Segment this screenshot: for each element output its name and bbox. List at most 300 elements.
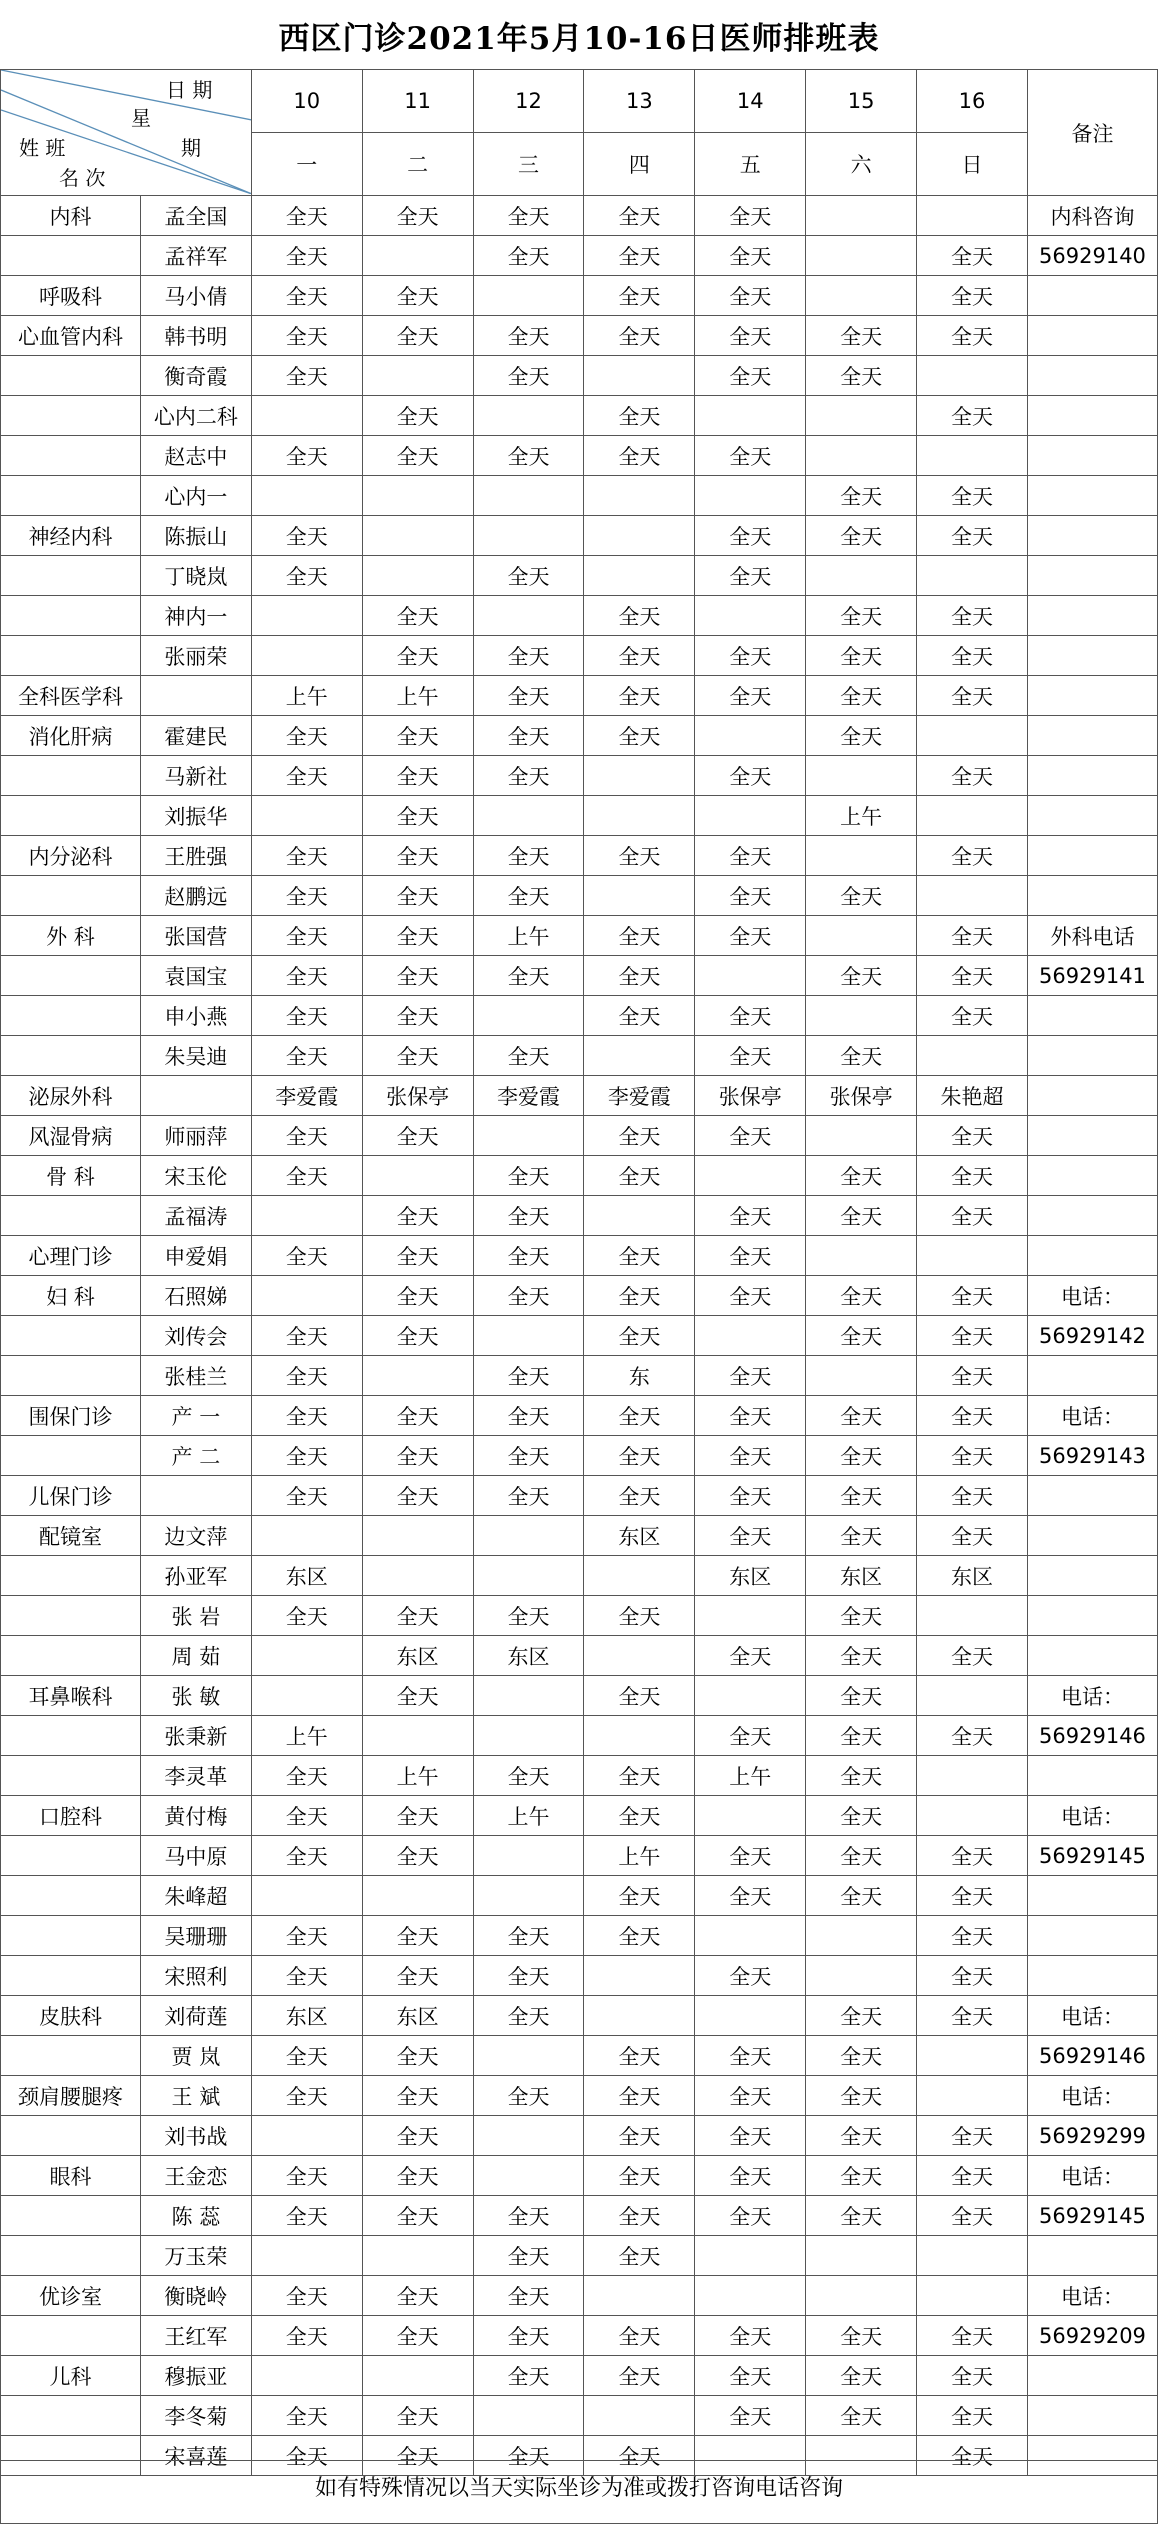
schedule-cell <box>362 1356 473 1396</box>
department-cell: 口腔科 <box>1 1796 141 1836</box>
schedule-cell: 全天 <box>806 2356 917 2396</box>
schedule-cell <box>251 2236 362 2276</box>
remark-cell: 56929143 <box>1027 1436 1157 1476</box>
remark-cell <box>1027 1756 1157 1796</box>
schedule-cell: 全天 <box>251 1756 362 1796</box>
schedule-cell: 全天 <box>473 1436 584 1476</box>
remark-cell: 56929146 <box>1027 2036 1157 2076</box>
schedule-cell: 全天 <box>251 756 362 796</box>
remark-cell: 电话： <box>1027 1276 1157 1316</box>
table-row <box>1 1236 1158 1276</box>
schedule-cell: 全天 <box>584 636 695 676</box>
schedule-cell: 全天 <box>473 756 584 796</box>
schedule-cell: 全天 <box>473 436 584 476</box>
schedule-cell: 全天 <box>251 236 362 276</box>
schedule-cell: 全天 <box>473 356 584 396</box>
department-cell <box>1 876 141 916</box>
doctor-name-cell: 产 二 <box>140 1436 251 1476</box>
schedule-cell <box>584 2396 695 2436</box>
schedule-cell: 全天 <box>917 2316 1028 2356</box>
schedule-cell: 全天 <box>584 716 695 756</box>
remark-cell <box>1027 2236 1157 2276</box>
doctor-name-cell: 马中原 <box>140 1836 251 1876</box>
schedule-cell: 全天 <box>251 2396 362 2436</box>
schedule-cell: 全天 <box>917 316 1028 356</box>
schedule-cell <box>806 556 917 596</box>
schedule-cell <box>806 196 917 236</box>
remark-cell <box>1027 1036 1157 1076</box>
remark-cell <box>1027 2396 1157 2436</box>
remark-cell <box>1027 756 1157 796</box>
schedule-cell: 全天 <box>917 1916 1028 1956</box>
department-cell: 内分泌科 <box>1 836 141 876</box>
doctor-name-cell: 赵鹏远 <box>140 876 251 916</box>
doctor-name-cell: 霍建民 <box>140 716 251 756</box>
schedule-cell: 全天 <box>695 1276 806 1316</box>
schedule-cell: 张保亭 <box>806 1076 917 1116</box>
schedule-cell: 全天 <box>473 716 584 756</box>
remark-cell <box>1027 2356 1157 2396</box>
header-weekday-1: 二 <box>362 133 473 196</box>
doctor-name-cell: 心内二科 <box>140 396 251 436</box>
schedule-cell: 全天 <box>362 956 473 996</box>
schedule-cell: 全天 <box>584 1756 695 1796</box>
table-row <box>1 836 1158 876</box>
schedule-cell <box>806 2276 917 2316</box>
schedule-cell: 全天 <box>584 1236 695 1276</box>
schedule-cell: 全天 <box>473 1236 584 1276</box>
remark-cell <box>1027 1196 1157 1236</box>
doctor-name-cell: 宋玉伦 <box>140 1156 251 1196</box>
doctor-name-cell: 孙亚军 <box>140 1556 251 1596</box>
remark-cell: 56929299 <box>1027 2116 1157 2156</box>
table-row <box>1 2356 1158 2396</box>
schedule-cell <box>473 996 584 1036</box>
schedule-cell: 上午 <box>695 1756 806 1796</box>
doctor-name-cell: 张丽荣 <box>140 636 251 676</box>
schedule-cell: 全天 <box>695 636 806 676</box>
remark-cell <box>1027 396 1157 436</box>
schedule-cell: 全天 <box>251 1156 362 1196</box>
schedule-cell: 全天 <box>473 2196 584 2236</box>
schedule-cell: 全天 <box>251 556 362 596</box>
schedule-cell <box>917 2036 1028 2076</box>
department-cell <box>1 1956 141 1996</box>
department-cell <box>1 996 141 1036</box>
department-cell: 心血管内科 <box>1 316 141 356</box>
schedule-cell: 全天 <box>584 2316 695 2356</box>
schedule-cell: 全天 <box>917 2396 1028 2436</box>
schedule-cell: 上午 <box>473 1796 584 1836</box>
department-cell <box>1 2036 141 2076</box>
schedule-cell: 全天 <box>584 996 695 1036</box>
remark-cell <box>1027 876 1157 916</box>
schedule-cell: 全天 <box>362 1596 473 1636</box>
remark-cell <box>1027 436 1157 476</box>
schedule-cell: 全天 <box>806 1596 917 1636</box>
schedule-cell: 全天 <box>584 1116 695 1156</box>
schedule-cell: 全天 <box>806 1036 917 1076</box>
schedule-cell: 全天 <box>695 1716 806 1756</box>
schedule-cell <box>362 1156 473 1196</box>
schedule-cell: 全天 <box>473 236 584 276</box>
schedule-cell <box>584 876 695 916</box>
remark-cell <box>1027 1556 1157 1596</box>
schedule-cell: 全天 <box>917 1276 1028 1316</box>
schedule-cell: 全天 <box>917 1356 1028 1396</box>
schedule-cell <box>473 2156 584 2196</box>
department-cell: 泌尿外科 <box>1 1076 141 1116</box>
doctor-name-cell: 张桂兰 <box>140 1356 251 1396</box>
schedule-cell: 全天 <box>362 1956 473 1996</box>
schedule-cell: 全天 <box>806 2196 917 2236</box>
footer-note: 如有特殊情况以当天实际坐诊为准或拨打咨询电话咨询 <box>0 2460 1158 2511</box>
schedule-cell: 全天 <box>584 2156 695 2196</box>
department-cell <box>1 2236 141 2276</box>
header-row-dates <box>1 70 1158 133</box>
schedule-cell: 全天 <box>695 2116 806 2156</box>
schedule-cell: 全天 <box>584 1156 695 1196</box>
table-row <box>1 1996 1158 2036</box>
doctor-name-cell: 周 茹 <box>140 1636 251 1676</box>
doctor-name-cell: 陈振山 <box>140 516 251 556</box>
schedule-cell: 全天 <box>362 1276 473 1316</box>
schedule-cell: 全天 <box>695 2036 806 2076</box>
schedule-cell: 全天 <box>806 1836 917 1876</box>
schedule-cell: 全天 <box>584 1796 695 1836</box>
remark-cell <box>1027 836 1157 876</box>
schedule-cell: 全天 <box>695 356 806 396</box>
table-row <box>1 1916 1158 1956</box>
schedule-cell: 全天 <box>251 2156 362 2196</box>
schedule-cell: 全天 <box>917 2156 1028 2196</box>
schedule-cell: 全天 <box>695 2156 806 2196</box>
schedule-cell: 全天 <box>806 1316 917 1356</box>
schedule-cell: 全天 <box>917 2356 1028 2396</box>
schedule-cell: 全天 <box>806 2116 917 2156</box>
schedule-cell: 全天 <box>695 316 806 356</box>
schedule-cell: 全天 <box>584 2196 695 2236</box>
table-row <box>1 1596 1158 1636</box>
remark-cell <box>1027 1116 1157 1156</box>
remark-cell <box>1027 476 1157 516</box>
department-cell <box>1 2116 141 2156</box>
schedule-cell: 全天 <box>473 2316 584 2356</box>
department-cell <box>1 596 141 636</box>
doctor-name-cell: 申爱娟 <box>140 1236 251 1276</box>
schedule-cell: 全天 <box>806 1516 917 1556</box>
schedule-cell: 全天 <box>695 836 806 876</box>
schedule-cell <box>806 756 917 796</box>
schedule-cell: 全天 <box>362 2156 473 2196</box>
schedule-cell: 全天 <box>806 636 917 676</box>
remark-cell: 外科电话 <box>1027 916 1157 956</box>
schedule-cell: 全天 <box>251 1596 362 1636</box>
table-row <box>1 2196 1158 2236</box>
schedule-cell <box>362 2236 473 2276</box>
schedule-cell: 全天 <box>251 516 362 556</box>
schedule-cell: 全天 <box>806 1436 917 1476</box>
table-row <box>1 556 1158 596</box>
department-cell <box>1 1196 141 1236</box>
schedule-cell: 全天 <box>806 1156 917 1196</box>
schedule-cell: 全天 <box>695 1476 806 1516</box>
schedule-cell: 全天 <box>806 1796 917 1836</box>
table-row <box>1 1796 1158 1836</box>
schedule-cell <box>473 2036 584 2076</box>
schedule-cell: 全天 <box>251 2076 362 2116</box>
remark-cell: 电话： <box>1027 2156 1157 2196</box>
remark-cell: 电话： <box>1027 1796 1157 1836</box>
table-row <box>1 1876 1158 1916</box>
schedule-cell: 全天 <box>251 1356 362 1396</box>
schedule-cell <box>917 1036 1028 1076</box>
schedule-cell <box>251 1636 362 1676</box>
schedule-cell: 全天 <box>806 1196 917 1236</box>
schedule-cell <box>917 2236 1028 2276</box>
schedule-cell: 全天 <box>362 836 473 876</box>
schedule-cell: 全天 <box>584 196 695 236</box>
schedule-cell: 全天 <box>362 1116 473 1156</box>
diagonal-header-cell <box>1 70 252 196</box>
table-row <box>1 1756 1158 1796</box>
schedule-cell <box>806 1236 917 1276</box>
schedule-cell <box>584 756 695 796</box>
department-cell: 全科医学科 <box>1 676 141 716</box>
schedule-cell: 全天 <box>695 516 806 556</box>
doctor-name-cell: 张国营 <box>140 916 251 956</box>
schedule-cell: 李爱霞 <box>251 1076 362 1116</box>
table-row <box>1 1476 1158 1516</box>
doctor-name-cell: 孟福涛 <box>140 1196 251 1236</box>
schedule-cell: 全天 <box>251 1316 362 1356</box>
schedule-cell: 全天 <box>917 756 1028 796</box>
schedule-cell: 全天 <box>917 996 1028 1036</box>
table-row <box>1 1636 1158 1676</box>
schedule-cell: 全天 <box>251 956 362 996</box>
schedule-cell <box>917 2076 1028 2116</box>
schedule-cell: 全天 <box>473 1996 584 2036</box>
department-cell: 颈肩腰腿疼 <box>1 2076 141 2116</box>
schedule-cell <box>584 476 695 516</box>
schedule-cell: 全天 <box>695 276 806 316</box>
header-date-5: 15 <box>806 70 917 133</box>
remark-cell <box>1027 1876 1157 1916</box>
doctor-name-cell: 刘荷莲 <box>140 1996 251 2036</box>
schedule-cell: 全天 <box>806 1396 917 1436</box>
doctor-name-cell: 刘书战 <box>140 2116 251 2156</box>
schedule-cell: 全天 <box>584 1436 695 1476</box>
schedule-cell: 张保亭 <box>695 1076 806 1116</box>
table-row <box>1 1516 1158 1556</box>
schedule-cell: 全天 <box>806 1756 917 1796</box>
schedule-cell <box>806 236 917 276</box>
table-row <box>1 1036 1158 1076</box>
doctor-name-cell: 张 敏 <box>140 1676 251 1716</box>
schedule-cell: 全天 <box>695 2356 806 2396</box>
schedule-cell: 全天 <box>695 556 806 596</box>
schedule-cell: 全天 <box>584 1916 695 1956</box>
department-cell: 耳鼻喉科 <box>1 1676 141 1716</box>
department-cell <box>1 436 141 476</box>
table-row <box>1 1196 1158 1236</box>
table-row <box>1 1556 1158 1596</box>
schedule-cell: 全天 <box>695 916 806 956</box>
schedule-cell <box>473 1716 584 1756</box>
schedule-cell <box>695 1916 806 1956</box>
remark-cell <box>1027 316 1157 356</box>
schedule-cell: 全天 <box>917 1196 1028 1236</box>
schedule-cell <box>806 1916 917 1956</box>
schedule-cell <box>473 1556 584 1596</box>
schedule-cell: 全天 <box>362 1396 473 1436</box>
schedule-cell <box>584 556 695 596</box>
schedule-cell: 全天 <box>251 316 362 356</box>
schedule-cell: 全天 <box>473 1196 584 1236</box>
schedule-cell: 全天 <box>584 1676 695 1716</box>
table-row <box>1 2076 1158 2116</box>
schedule-cell: 全天 <box>917 1996 1028 2036</box>
department-cell <box>1 1356 141 1396</box>
schedule-cell: 全天 <box>362 1476 473 1516</box>
header-weekday-5: 六 <box>806 133 917 196</box>
schedule-cell: 东区 <box>917 1556 1028 1596</box>
schedule-cell: 全天 <box>362 1796 473 1836</box>
schedule-cell: 全天 <box>251 1796 362 1836</box>
table-row <box>1 1396 1158 1436</box>
table-row <box>1 2156 1158 2196</box>
schedule-cell: 全天 <box>473 1396 584 1436</box>
schedule-cell: 全天 <box>806 1996 917 2036</box>
schedule-cell: 全天 <box>473 956 584 996</box>
schedule-cell <box>584 1956 695 1996</box>
department-cell: 围保门诊 <box>1 1396 141 1436</box>
department-cell <box>1 636 141 676</box>
schedule-cell: 全天 <box>251 1916 362 1956</box>
schedule-cell: 全天 <box>917 1636 1028 1676</box>
schedule-cell: 全天 <box>251 276 362 316</box>
remark-cell: 56929141 <box>1027 956 1157 996</box>
schedule-cell: 上午 <box>251 676 362 716</box>
department-cell <box>1 396 141 436</box>
department-cell: 外 科 <box>1 916 141 956</box>
schedule-cell: 东区 <box>251 1996 362 2036</box>
table-row <box>1 716 1158 756</box>
schedule-cell: 全天 <box>362 996 473 1036</box>
schedule-cell: 全天 <box>584 956 695 996</box>
remark-cell <box>1027 556 1157 596</box>
schedule-cell: 全天 <box>695 1876 806 1916</box>
remark-cell <box>1027 676 1157 716</box>
remark-cell <box>1027 796 1157 836</box>
schedule-cell: 全天 <box>917 1876 1028 1916</box>
schedule-cell: 全天 <box>917 916 1028 956</box>
schedule-cell <box>473 2396 584 2436</box>
schedule-cell: 全天 <box>251 1036 362 1076</box>
department-cell <box>1 1036 141 1076</box>
page-title: 西区门诊2021年5月10-16日医师排班表 <box>278 20 880 57</box>
schedule-cell: 全天 <box>473 2356 584 2396</box>
schedule-cell <box>251 596 362 636</box>
department-cell: 妇 科 <box>1 1276 141 1316</box>
schedule-cell <box>695 956 806 996</box>
remark-cell <box>1027 1076 1157 1116</box>
schedule-cell: 全天 <box>695 1196 806 1236</box>
schedule-cell: 全天 <box>695 1436 806 1476</box>
doctor-name-cell: 宋喜莲 <box>140 2436 251 2476</box>
schedule-cell <box>806 1956 917 1996</box>
schedule-cell: 全天 <box>251 1836 362 1876</box>
schedule-cell <box>251 2356 362 2396</box>
department-cell: 皮肤科 <box>1 1996 141 2036</box>
table-row <box>1 996 1158 1036</box>
header-date-4: 14 <box>695 70 806 133</box>
schedule-cell: 全天 <box>251 356 362 396</box>
schedule-cell: 全天 <box>695 1516 806 1556</box>
schedule-cell: 全天 <box>251 836 362 876</box>
header-date-1: 11 <box>362 70 473 133</box>
header-name-label: 姓 班 <box>19 136 66 160</box>
table-row <box>1 2316 1158 2356</box>
schedule-cell: 全天 <box>362 276 473 316</box>
schedule-cell <box>695 716 806 756</box>
department-cell <box>1 556 141 596</box>
schedule-cell <box>251 1196 362 1236</box>
schedule-cell: 全天 <box>251 1396 362 1436</box>
schedule-cell <box>806 276 917 316</box>
schedule-cell: 全天 <box>806 476 917 516</box>
schedule-cell: 全天 <box>917 1396 1028 1436</box>
schedule-cell <box>806 1356 917 1396</box>
schedule-cell: 全天 <box>917 676 1028 716</box>
table-row <box>1 1436 1158 1476</box>
schedule-table <box>0 69 1158 2476</box>
schedule-cell: 全天 <box>251 916 362 956</box>
schedule-cell: 全天 <box>806 716 917 756</box>
table-row <box>1 516 1158 556</box>
doctor-name-cell: 吴珊珊 <box>140 1916 251 1956</box>
department-cell <box>1 1636 141 1676</box>
remark-cell <box>1027 1156 1157 1196</box>
table-row <box>1 2036 1158 2076</box>
department-cell <box>1 1716 141 1756</box>
schedule-cell: 李爱霞 <box>473 1076 584 1116</box>
schedule-cell: 全天 <box>584 1596 695 1636</box>
remark-cell <box>1027 636 1157 676</box>
department-cell: 配镜室 <box>1 1516 141 1556</box>
header-class-label: 名 次 <box>59 166 106 190</box>
schedule-cell: 全天 <box>695 2196 806 2236</box>
schedule-cell <box>917 1756 1028 1796</box>
department-cell: 神经内科 <box>1 516 141 556</box>
schedule-cell <box>251 796 362 836</box>
remark-cell: 56929145 <box>1027 2196 1157 2236</box>
schedule-cell <box>251 1276 362 1316</box>
schedule-cell: 全天 <box>806 1476 917 1516</box>
schedule-cell: 全天 <box>473 1356 584 1396</box>
schedule-cell: 全天 <box>584 436 695 476</box>
department-cell <box>1 1556 141 1596</box>
schedule-cell: 全天 <box>251 1956 362 1996</box>
table-row <box>1 636 1158 676</box>
schedule-cell: 全天 <box>695 756 806 796</box>
schedule-cell: 全天 <box>362 396 473 436</box>
remark-cell: 56929140 <box>1027 236 1157 276</box>
schedule-cell: 全天 <box>695 1396 806 1436</box>
schedule-cell <box>806 2236 917 2276</box>
schedule-cell: 东区 <box>806 1556 917 1596</box>
schedule-cell <box>584 1636 695 1676</box>
